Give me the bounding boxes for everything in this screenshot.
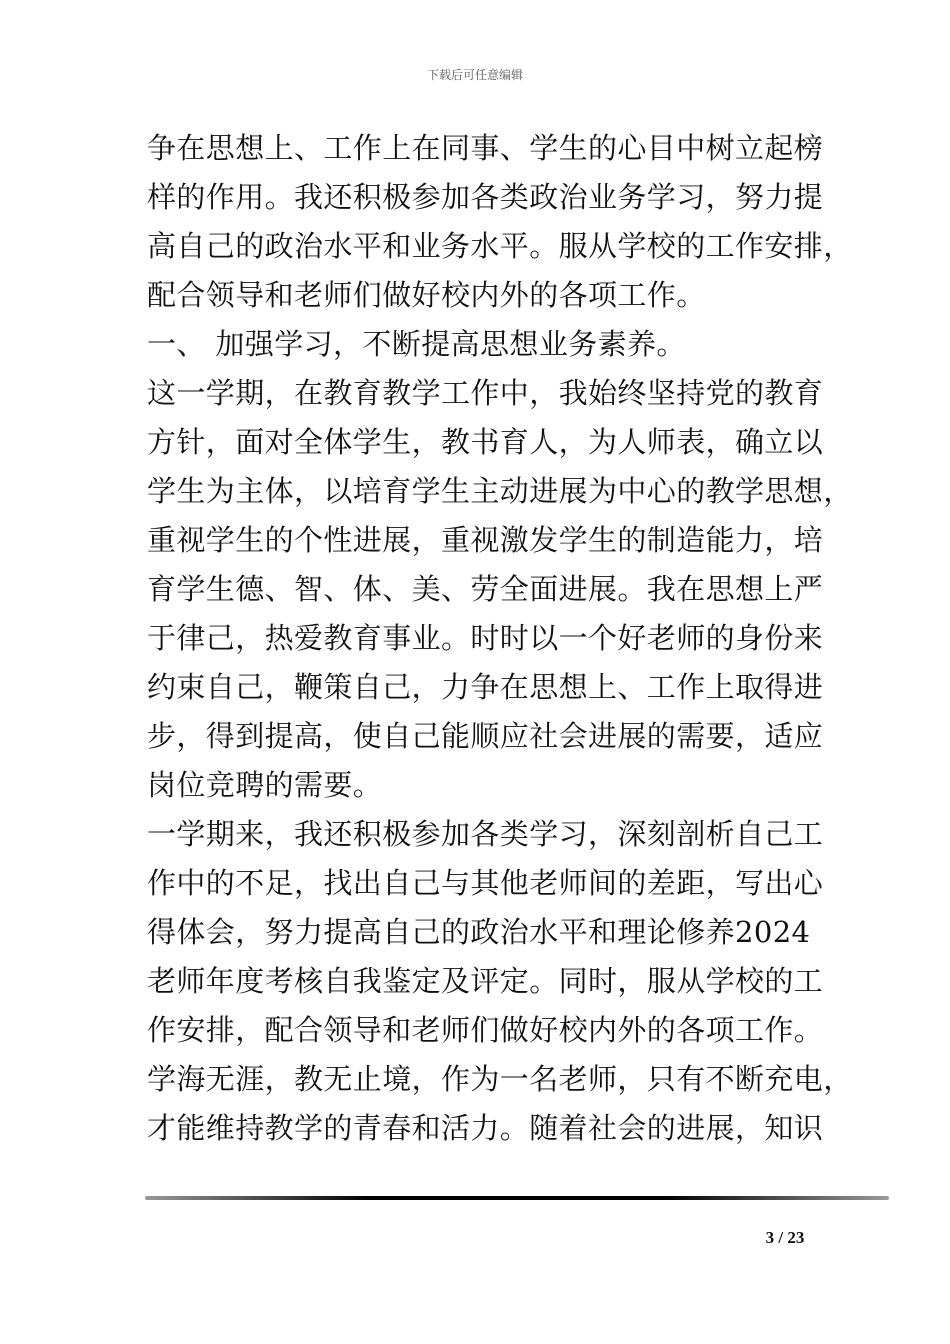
text-line: 才能维持教学的青春和活力。随着社会的进展，知识 [147, 1111, 824, 1145]
text-line: 学生为主体，以培育学生主动进展为中心的教学思想， [147, 474, 853, 508]
text-line: 岗位竞聘的需要。 [147, 768, 383, 802]
text-line: 于律己，热爱教育事业。时时以一个好老师的身份来 [147, 621, 824, 655]
text-line: 育学生德、智、体、美、劳全面进展。我在思想上严 [147, 572, 824, 606]
text-line: 样的作用。我还积极参加各类政治业务学习，努力提 [147, 180, 824, 214]
text-line: 学海无涯，教无止境，作为一名老师，只有不断充电， [147, 1062, 853, 1096]
page-number: 3 / 23 [765, 1228, 805, 1247]
text-line: 作中的不足，找出自己与其他老师间的差距，写出心 [147, 866, 824, 900]
text-line: 争在思想上、工作上在同事、学生的心目中树立起榜 [147, 131, 824, 165]
document-body [147, 124, 853, 1153]
text-line: 重视学生的个性进展，重视激发学生的制造能力，培 [147, 523, 824, 557]
text-line: 作安排，配合领导和老师们做好校内外的各项工作。 [147, 1013, 824, 1047]
text-line: 老师年度考核自我鉴定及评定。同时，服从学校的工 [147, 964, 824, 998]
text-line: 高自己的政治水平和业务水平。服从学校的工作安排， [147, 229, 853, 263]
text-line: 配合领导和老师们做好校内外的各项工作。 [147, 278, 706, 312]
page-header-note: 下载后可任意编辑 [426, 68, 523, 82]
text-line: 方针，面对全体学生，教书育人，为人师表，确立以 [147, 425, 824, 459]
text-line: 这一学期，在教育教学工作中，我始终坚持党的教育 [147, 376, 824, 410]
section-heading: 一、 加强学习，不断提高思想业务素养。 [147, 327, 686, 361]
text-line: 一学期来，我还积极参加各类学习，深刻剖析自己工 [147, 817, 824, 851]
text-line: 步，得到提高，使自己能顺应社会进展的需要，适应 [147, 719, 824, 753]
footer-divider [145, 1196, 889, 1200]
text-line: 得体会，努力提高自己的政治水平和理论修养2024 [147, 915, 811, 949]
text-line: 约束自己，鞭策自己，力争在思想上、工作上取得进 [147, 670, 824, 704]
